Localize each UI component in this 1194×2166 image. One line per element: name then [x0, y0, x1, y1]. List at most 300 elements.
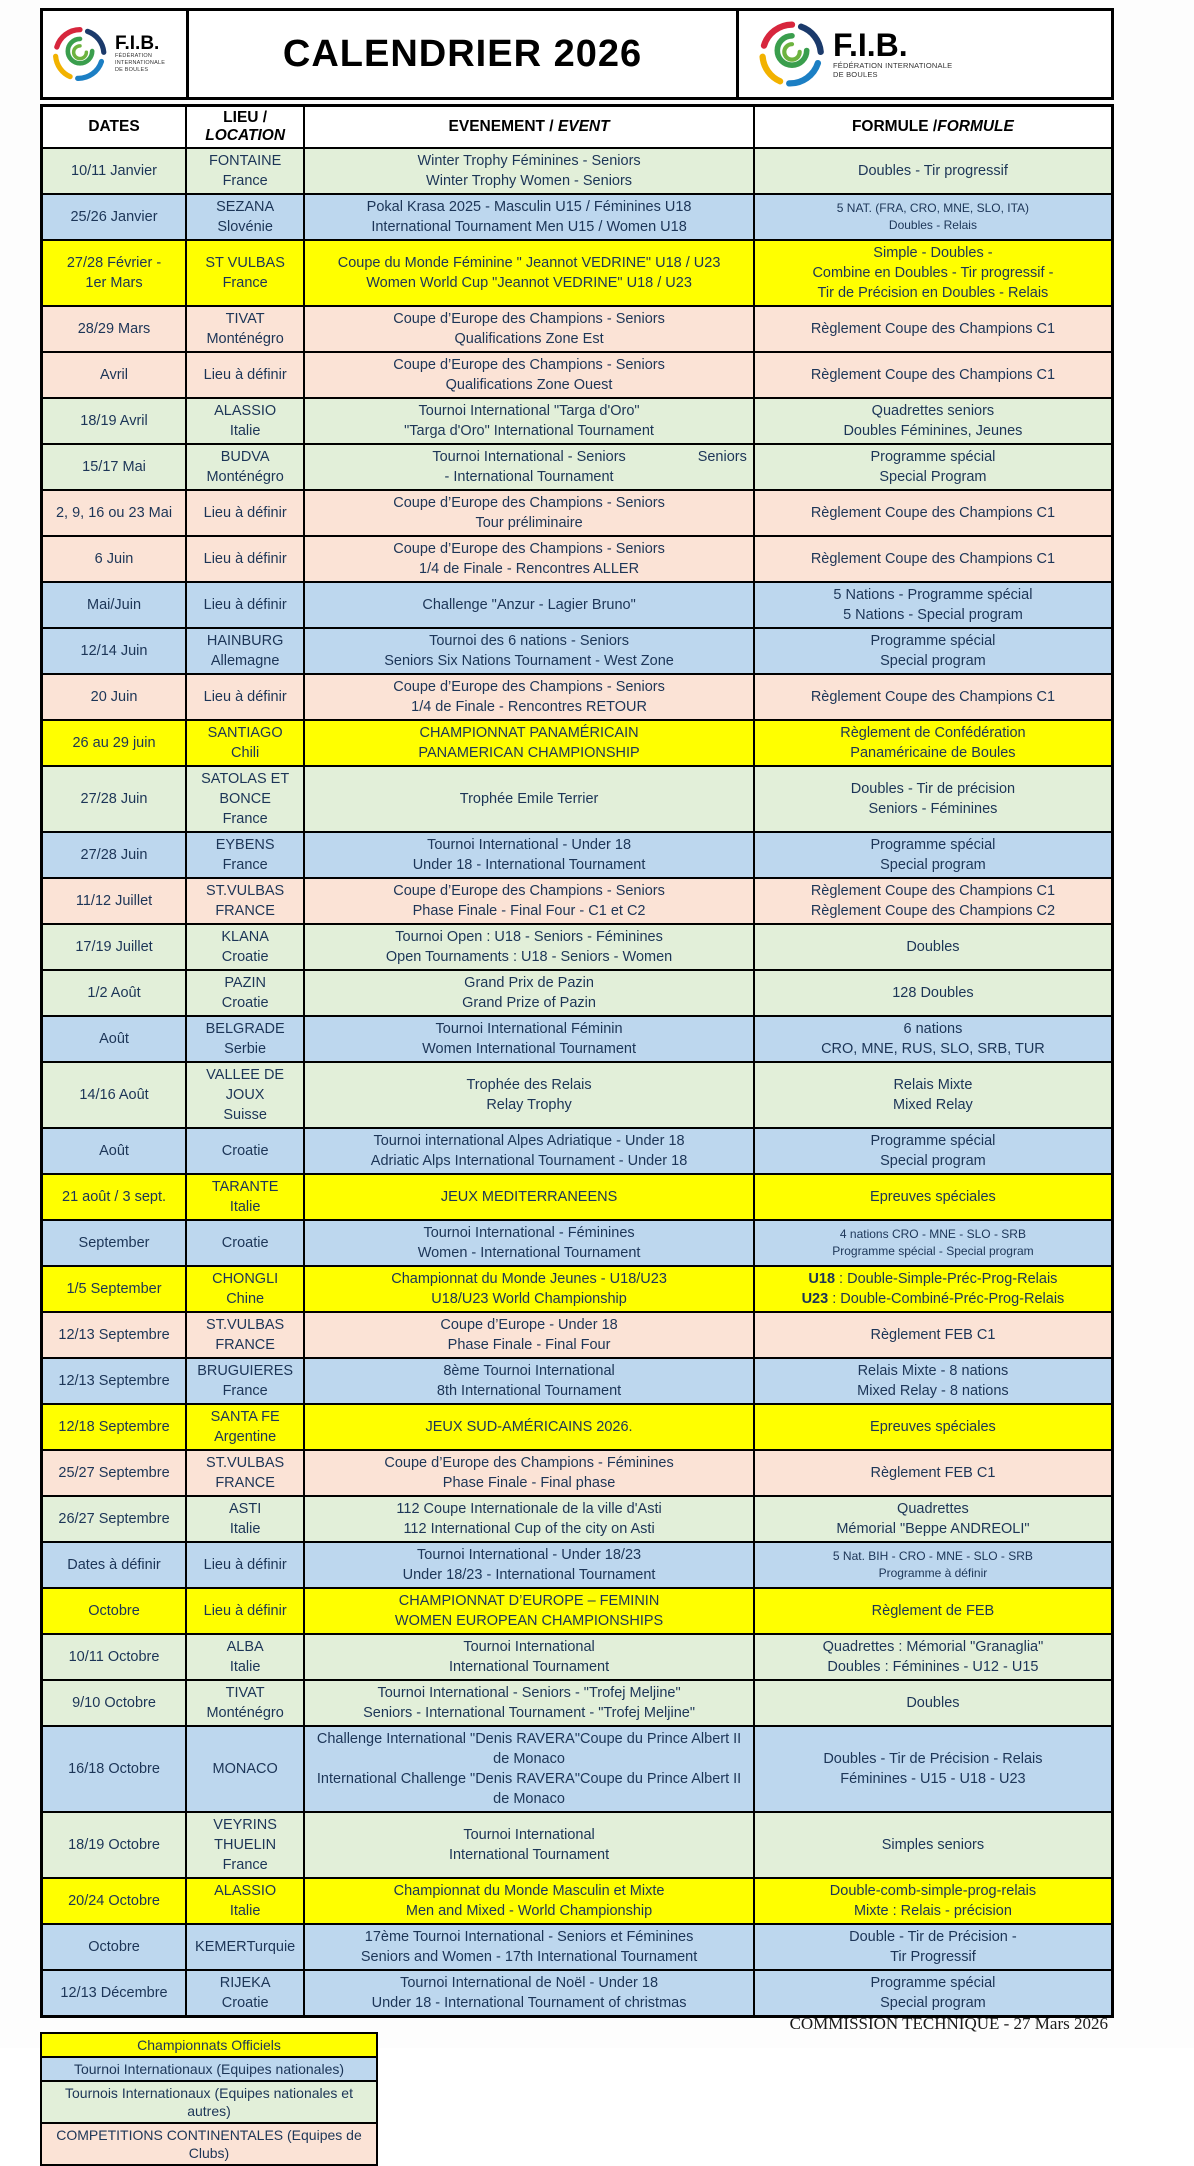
cell-event	[304, 924, 754, 970]
cell-line: 25/27 Septembre	[58, 1465, 170, 1481]
fib-logo-abbr: F.I.B.	[115, 33, 160, 55]
cell-line: September	[78, 1235, 150, 1251]
cell-event	[304, 1062, 754, 1128]
cell-line: Women International Tournament	[422, 1041, 636, 1057]
cell-formule	[754, 1358, 1113, 1404]
cell-dates	[42, 1358, 187, 1404]
cell-dates	[42, 970, 187, 1016]
cell-dates	[42, 306, 187, 352]
cell-line: Règlement Coupe des Champions C1	[810, 551, 1056, 567]
cell-line: Avril	[100, 367, 128, 383]
cell-line: 8ème Tournoi International	[443, 1363, 615, 1379]
cell-dates	[42, 1062, 187, 1128]
cell-line: Women World Cup "Jeannot VEDRINE" U18 / U23	[366, 275, 692, 291]
cell-line: Programme spécial	[870, 1133, 996, 1149]
cell-line: Doubles - Tir de Précision - Relais	[823, 1751, 1043, 1767]
cell-formule	[754, 1680, 1113, 1726]
cell-line: CHONGLI	[212, 1271, 279, 1287]
fib-logo-text	[115, 34, 178, 74]
cell-event	[304, 1496, 754, 1542]
cell-event	[304, 1680, 754, 1726]
cell-location	[186, 1726, 304, 1812]
cell-formule	[754, 766, 1113, 832]
cell-line: 5 Nations - Programme spécial	[833, 587, 1033, 603]
cell-line: Coupe d’Europe des Champions - Seniors	[393, 495, 665, 511]
cell-line: FRANCE	[215, 903, 275, 919]
cell-line: Coupe d’Europe des Champions - Seniors	[393, 883, 665, 899]
cell-line: 20/24 Octobre	[68, 1893, 160, 1909]
cell-line: ALASSIO	[214, 1883, 277, 1899]
cell-line: Monténégro	[206, 1705, 284, 1721]
cell-line: TARANTE	[211, 1179, 279, 1195]
cell-line: France	[222, 1383, 268, 1399]
cell-line: Slovénie	[217, 219, 273, 235]
cell-event	[304, 444, 754, 490]
cell-line: 26 au 29 juin	[72, 735, 156, 751]
cell-formule	[754, 674, 1113, 720]
cell-event	[304, 1266, 754, 1312]
cell-dates	[42, 1312, 187, 1358]
cell-formule	[754, 1174, 1113, 1220]
fib-logo-icon	[757, 19, 827, 89]
cell-event	[304, 1588, 754, 1634]
cell-line: Italie	[229, 1199, 261, 1215]
cell-event	[304, 766, 754, 832]
cell-line: Programme spécial	[870, 633, 996, 649]
cell-dates	[42, 832, 187, 878]
cell-line: 12/14 Juin	[80, 643, 148, 659]
cell-line: Seniors - International Tournament - "Trofej Meljine"	[363, 1705, 695, 1721]
cell-line: Monténégro	[206, 469, 284, 485]
cell-line: Women - International Tournament	[417, 1245, 641, 1261]
cell-dates	[42, 1588, 187, 1634]
cell-line: SEZANA	[216, 199, 275, 215]
cell-formule	[754, 878, 1113, 924]
cell-line: Croatie	[221, 1995, 269, 2011]
cell-dates	[42, 240, 187, 306]
cell-location	[186, 444, 304, 490]
cell-line: 9/10 Octobre	[72, 1695, 156, 1711]
cell-line: Croatie	[221, 1235, 269, 1251]
table-row	[42, 674, 1113, 720]
cell-location	[186, 1496, 304, 1542]
table-row	[42, 1726, 1113, 1812]
cell-line: Adriatic Alps International Tournament - Under 18	[370, 1153, 688, 1169]
cell-formule	[754, 720, 1113, 766]
cell-formule	[754, 1970, 1113, 2017]
cell-line: Programme spécial - Special program	[832, 1244, 1034, 1258]
cell-location	[186, 832, 304, 878]
cell-dates	[42, 352, 187, 398]
cell-line: SANTIAGO	[207, 725, 283, 741]
cell-location	[186, 720, 304, 766]
cell-formule	[754, 1878, 1113, 1924]
cell-line: Tournoi International	[463, 1639, 595, 1655]
cell-formule	[754, 306, 1113, 352]
legend-item: Tournois Internationaux (Equipes nationales et autres)	[40, 2080, 378, 2124]
cell-formule	[754, 490, 1113, 536]
fib-logo-caption-2: DE BOULES	[833, 70, 878, 79]
cell-line: Double - Tir de Précision -	[849, 1929, 1017, 1945]
cell-line: Lieu à définir	[203, 1603, 287, 1619]
cell-line: 5 Nations - Special program	[843, 607, 1023, 623]
cell-location	[186, 490, 304, 536]
col-header-event: EVENEMENT / EVENT	[304, 106, 754, 149]
cell-line: 18/19 Octobre	[68, 1837, 160, 1853]
cell-line: France	[222, 857, 268, 873]
cell-location	[186, 1680, 304, 1726]
cell-line: Special program	[880, 1153, 986, 1169]
footer-note: COMMISSION TECHNIQUE - 27 Mars 2026	[789, 2014, 1108, 2033]
col-header-dates: DATES	[42, 106, 187, 149]
table-row	[42, 924, 1113, 970]
cell-line: 16/18 Octobre	[68, 1761, 160, 1777]
cell-line: Men and Mixed - World Championship	[405, 1903, 653, 1919]
cell-line: FONTAINE	[209, 153, 282, 169]
cell-dates	[42, 720, 187, 766]
cell-event	[304, 398, 754, 444]
cell-line: Mémorial "Beppe ANDREOLI"	[836, 1521, 1030, 1537]
cell-line: Coupe d’Europe des Champions - Féminines	[384, 1455, 674, 1471]
cell-line: RIJEKA	[219, 1975, 271, 1991]
cell-line: Tournoi International Féminin	[435, 1021, 623, 1037]
cell-line: Seniors and Women - 17th International Tournament	[360, 1949, 698, 1965]
cell-location	[186, 1812, 304, 1878]
cell-line: Relais Mixte - 8 nations	[857, 1363, 1009, 1379]
cell-line: CRO, MNE, RUS, SLO, SRB, TUR	[821, 1041, 1045, 1057]
cell-dates	[42, 1924, 187, 1970]
cell-location	[186, 1220, 304, 1266]
cell-line: Phase Finale - Final Four - C1 et C2	[412, 903, 646, 919]
cell-formule	[754, 240, 1113, 306]
cell-line: Règlement Coupe des Champions C1	[810, 689, 1056, 705]
cell-formule	[754, 1312, 1113, 1358]
cell-line: France	[222, 275, 268, 291]
cell-dates	[42, 582, 187, 628]
cell-line: Trophée Emile Terrier	[459, 791, 599, 807]
cell-line: Coupe d’Europe des Champions - Seniors	[393, 311, 665, 327]
cell-line: 4 nations CRO - MNE - SLO - SRB	[839, 1227, 1026, 1241]
table-row	[42, 1588, 1113, 1634]
cell-dates	[42, 878, 187, 924]
cell-line: MONACO	[212, 1761, 278, 1777]
table-row	[42, 1016, 1113, 1062]
cell-line: Tournoi des 6 nations - Seniors	[429, 633, 629, 649]
cell-location	[186, 1312, 304, 1358]
cell-line: Winter Trophy Women - Seniors	[426, 173, 633, 189]
cell-line: de Monaco	[493, 1751, 565, 1767]
cell-line: VEYRINS THUELIN	[213, 1817, 277, 1853]
cell-line: Tournoi International - Seniors - "Trofej Meljine"	[377, 1685, 681, 1701]
cell-line: Winter Trophy Féminines - Seniors	[417, 153, 641, 169]
cell-line: Doubles - Tir de précision	[850, 781, 1016, 797]
cell-formule	[754, 1450, 1113, 1496]
cell-line: Doubles Féminines, Jeunes	[843, 423, 1023, 439]
cell-line: Croatie	[221, 1143, 269, 1159]
cell-location	[186, 970, 304, 1016]
cell-event	[304, 1812, 754, 1878]
cell-line: 27/28 Juin	[80, 791, 148, 807]
cell-formule	[754, 924, 1113, 970]
cell-line: HAINBURG	[206, 633, 284, 649]
cell-line: Tir de Précision en Doubles - Relais	[817, 285, 1049, 301]
cell-line: KLANA	[221, 929, 269, 945]
cell-location	[186, 1174, 304, 1220]
cell-dates	[42, 674, 187, 720]
cell-line: Doubles	[906, 1695, 960, 1711]
cell-formule	[754, 1634, 1113, 1680]
cell-line: 17/19 Juillet	[75, 939, 153, 955]
cell-location	[186, 1924, 304, 1970]
cell-location	[186, 766, 304, 832]
cell-line: Tournoi International - Under 18	[427, 837, 632, 853]
page-header	[40, 8, 1114, 100]
cell-line: 27/28 Juin	[80, 847, 148, 863]
cell-line: SANTA FE	[210, 1409, 280, 1425]
cell-line: Seniors - Féminines	[868, 801, 998, 817]
cell-event	[304, 1128, 754, 1174]
cell-line: Octobre	[88, 1939, 140, 1955]
cell-formule	[754, 1062, 1113, 1128]
col-header-formule: FORMULE /FORMULE	[754, 106, 1113, 149]
cell-event	[304, 674, 754, 720]
cell-line: Championnat du Monde Masculin et Mixte	[393, 1883, 665, 1899]
table-row	[42, 1970, 1113, 2017]
cell-line: Mixed Relay - 8 nations	[857, 1383, 1009, 1399]
cell-line: Under 18 - International Tournament	[412, 857, 646, 873]
cell-line: Simple - Doubles -	[873, 245, 993, 261]
cell-formule	[754, 398, 1113, 444]
legend	[40, 2032, 378, 2166]
cell-line: Trophée des Relais	[466, 1077, 592, 1093]
cell-line: CHAMPIONNAT D’EUROPE – FEMININ	[398, 1593, 660, 1609]
cell-formule	[754, 1404, 1113, 1450]
cell-line: International Tournament	[448, 1659, 610, 1675]
cell-line: Phase Finale - Final phase	[442, 1475, 616, 1491]
cell-location	[186, 1878, 304, 1924]
fib-logo-abbr: F.I.B.	[833, 26, 908, 63]
cell-event	[304, 1542, 754, 1588]
cell-line: Monténégro	[206, 331, 284, 347]
cell-event	[304, 582, 754, 628]
cell-formule	[754, 1924, 1113, 1970]
cell-event	[304, 1174, 754, 1220]
cell-line: 1/4 de Finale - Rencontres RETOUR	[411, 699, 647, 715]
table-row	[42, 490, 1113, 536]
cell-dates	[42, 536, 187, 582]
cell-line: Doubles : Féminines - U12 - U15	[827, 1659, 1039, 1675]
cell-formule	[754, 1128, 1113, 1174]
cell-line: Double-comb-simple-prog-relais	[829, 1883, 1037, 1899]
table-row	[42, 306, 1113, 352]
table-row	[42, 352, 1113, 398]
cell-line: Challenge "Anzur - Lagier Bruno"	[422, 597, 636, 613]
cell-event	[304, 1358, 754, 1404]
table-row	[42, 582, 1113, 628]
cell-formule	[754, 582, 1113, 628]
cell-location	[186, 924, 304, 970]
cell-location	[186, 194, 304, 240]
cell-line: Under 18/23 - International Tournament	[402, 1567, 656, 1583]
cell-line: ST.VULBAS	[206, 1455, 285, 1471]
cell-location	[186, 1266, 304, 1312]
cell-formule	[754, 832, 1113, 878]
cell-line: 26/27 Septembre	[58, 1511, 170, 1527]
cell-line: Règlement de Confédération	[840, 725, 1026, 741]
cell-line: 112 International Cup of the city on Asti	[403, 1521, 655, 1537]
cell-dates	[42, 194, 187, 240]
cell-line: 25/26 Janvier	[70, 209, 158, 225]
table-row	[42, 766, 1113, 832]
cell-location	[186, 1128, 304, 1174]
cell-location	[186, 1634, 304, 1680]
cell-formule	[754, 352, 1113, 398]
cell-dates	[42, 1016, 187, 1062]
table-row	[42, 1496, 1113, 1542]
cell-line: BELGRADE	[205, 1021, 285, 1037]
cell-location	[186, 1588, 304, 1634]
cell-line: 1/5 September	[66, 1281, 162, 1297]
cell-line: Chili	[231, 745, 260, 761]
cell-line: FRANCE	[215, 1337, 275, 1353]
cell-event	[304, 240, 754, 306]
table-row	[42, 970, 1113, 1016]
cell-line: Italie	[229, 1659, 261, 1675]
table-row	[42, 398, 1113, 444]
cell-dates	[42, 444, 187, 490]
cell-dates	[42, 1450, 187, 1496]
cell-formule	[754, 536, 1113, 582]
cell-formule	[754, 1542, 1113, 1588]
page-title: CALENDRIER 2026	[282, 32, 643, 75]
cell-formule	[754, 970, 1113, 1016]
cell-line: Programme spécial	[870, 837, 996, 853]
cell-event	[304, 1312, 754, 1358]
cell-line: 1/2 Août	[87, 985, 141, 1001]
cell-dates	[42, 1680, 187, 1726]
cell-location	[186, 1450, 304, 1496]
cell-line: 5 Nat. BIH - CRO - MNE - SLO - SRB	[832, 1549, 1033, 1563]
table-row	[42, 194, 1113, 240]
cell-event	[304, 352, 754, 398]
cell-line: Relay Trophy	[486, 1097, 572, 1113]
cell-event	[304, 1634, 754, 1680]
cell-line: TIVAT	[225, 1685, 265, 1701]
table-row	[42, 1312, 1113, 1358]
cell-line: FRANCE	[215, 1475, 275, 1491]
table-row	[42, 628, 1113, 674]
cell-location	[186, 352, 304, 398]
cell-line: Règlement Coupe des Champions C1	[810, 321, 1056, 337]
cell-line: Panaméricaine de Boules	[850, 745, 1016, 761]
cell-line: Tournoi International - Under 18/23	[417, 1547, 642, 1563]
cell-formule	[754, 1726, 1113, 1812]
cell-dates	[42, 1970, 187, 2017]
cell-line: Mixte : Relais - précision	[853, 1903, 1012, 1919]
cell-event	[304, 490, 754, 536]
legend-item: COMPETITIONS CONTINENTALES (Equipes de Clubs)	[40, 2122, 378, 2166]
table-row	[42, 1542, 1113, 1588]
cell-line: ASTI	[229, 1501, 262, 1517]
fib-logo-caption-1: FÉDÉRATION INTERNATIONALE	[115, 53, 166, 67]
calendar-table	[40, 104, 1114, 2018]
cell-line: Règlement FEB C1	[870, 1327, 996, 1343]
cell-line: Règlement Coupe des Champions C2	[810, 903, 1056, 919]
cell-line: Relais Mixte	[893, 1077, 973, 1093]
cell-location	[186, 240, 304, 306]
cell-line: Programme spécial	[870, 449, 996, 465]
cell-event	[304, 970, 754, 1016]
cell-line: 18/19 Avril	[80, 413, 148, 429]
cell-line: Dates à définir	[67, 1557, 161, 1573]
cell-line: Championnat du Monde Jeunes - U18/U23	[391, 1271, 667, 1287]
cell-line: Coupe d’Europe des Champions - Seniors	[393, 679, 665, 695]
cell-line: Quadrettes : Mémorial "Granaglia"	[822, 1639, 1044, 1655]
cell-line: Coupe d’Europe des Champions - Seniors	[393, 357, 665, 373]
cell-line: Lieu à définir	[203, 367, 287, 383]
cell-line: Serbie	[224, 1041, 267, 1057]
cell-event	[304, 536, 754, 582]
cell-line: Croatie	[221, 949, 269, 965]
cell-location	[186, 878, 304, 924]
cell-line: 12/13 Septembre	[58, 1373, 170, 1389]
cell-line: Lieu à définir	[203, 551, 287, 567]
cell-line: International Tournament Men U15 / Women U18	[371, 219, 687, 235]
table-row	[42, 1358, 1113, 1404]
cell-line: 15/17 Mai	[82, 459, 146, 475]
cell-dates	[42, 766, 187, 832]
cell-line: CHAMPIONNAT PANAMÉRICAIN	[419, 725, 639, 741]
cell-line: Open Tournaments : U18 - Seniors - Women	[385, 949, 673, 965]
cell-line: 21 août / 3 sept.	[62, 1189, 167, 1205]
table-row	[42, 1924, 1113, 1970]
cell-formule	[754, 194, 1113, 240]
cell-line: Special program	[880, 1995, 986, 2011]
fib-logo-left	[43, 11, 189, 97]
table-row	[42, 240, 1113, 306]
cell-line: Tournoi Open : U18 - Seniors - Féminines	[395, 929, 663, 945]
cell-formule	[754, 1266, 1113, 1312]
cell-event	[304, 832, 754, 878]
cell-line: JEUX SUD-AMÉRICAINS 2026.	[425, 1419, 633, 1435]
cell-line: Lieu à définir	[203, 505, 287, 521]
table-row	[42, 444, 1113, 490]
cell-formule	[754, 1496, 1113, 1542]
cell-line: France	[222, 811, 268, 827]
cell-line: Under 18 - International Tournament of christmas	[371, 1995, 687, 2011]
cell-line: Italie	[229, 1903, 261, 1919]
cell-line: Tournoi International - Féminines	[423, 1225, 635, 1241]
table-row	[42, 1812, 1113, 1878]
cell-line: Allemagne	[210, 653, 280, 669]
cell-line: France	[222, 1857, 268, 1873]
cell-line: 1/4 de Finale - Rencontres ALLER	[419, 561, 640, 577]
legend-item: Championnats Officiels	[40, 2032, 378, 2058]
cell-line: Coupe du Monde Féminine " Jeannot VEDRINE" U18 / U23	[337, 255, 721, 271]
cell-dates	[42, 1542, 187, 1588]
cell-line: 6 Juin	[94, 551, 134, 567]
cell-line: Coupe d’Europe - Under 18	[440, 1317, 618, 1333]
cell-line: ST VULBAS	[205, 255, 285, 271]
table-row	[42, 878, 1113, 924]
cell-line: Epreuves spéciales	[870, 1419, 996, 1435]
cell-line: 27/28 Février -	[66, 255, 162, 271]
cell-line: Epreuves spéciales	[870, 1189, 996, 1205]
cell-line: SATOLAS ET BONCE	[201, 771, 290, 807]
cell-line: JEUX MEDITERRANEENS	[440, 1189, 618, 1205]
cell-line: U18 : Double-Simple-Préc-Prog-Relais	[808, 1271, 1058, 1287]
cell-line: Special program	[880, 653, 986, 669]
